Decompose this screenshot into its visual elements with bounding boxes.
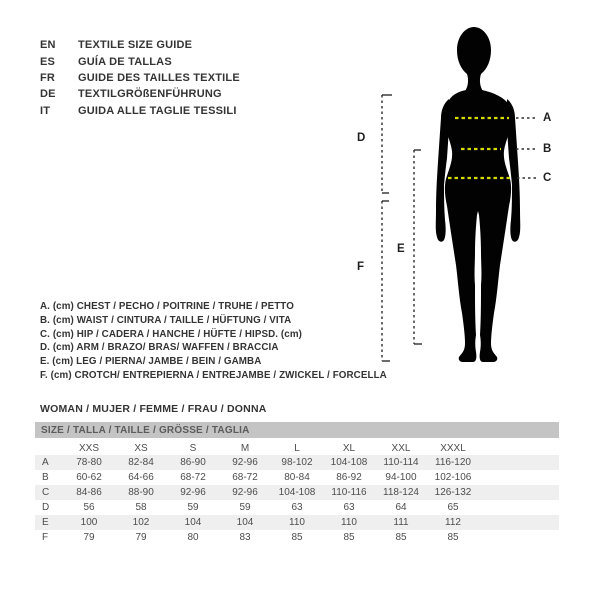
row-label: A <box>42 457 49 468</box>
size-header-filler <box>479 440 559 456</box>
size-cell-filler <box>479 515 559 530</box>
language-code: EN <box>40 39 56 52</box>
size-cell-filler <box>479 455 559 470</box>
size-cell: 85 <box>343 532 355 543</box>
language-code: IT <box>40 104 51 117</box>
size-cell: 82-84 <box>128 457 154 468</box>
size-cell: 116-120 <box>435 457 471 468</box>
language-title: GUIDE DES TAILLES TEXTILE <box>78 71 240 84</box>
measure-label-chest: A <box>543 112 552 124</box>
row-label: B <box>42 472 49 483</box>
size-cell: 79 <box>135 532 147 543</box>
size-cell: 85 <box>395 532 407 543</box>
size-cell-filler <box>479 485 559 500</box>
measure-label-waist: B <box>543 143 552 155</box>
size-cell: 68-72 <box>180 472 206 483</box>
size-cell: 64 <box>395 502 407 513</box>
legend-item: E. (cm) LEG / PIERNA/ JAMBE / BEIN / GAMBA <box>40 356 262 368</box>
legend-item: B. (cm) WAIST / CINTURA / TAILLE / HÜFTUNG / VITA <box>40 315 292 327</box>
language-code: DE <box>40 88 56 101</box>
size-cell: 92-96 <box>232 487 258 498</box>
table-header-title: SIZE / TALLA / TAILLE / GRÖSSE / TAGLIA <box>35 422 559 440</box>
size-cell-filler <box>479 500 559 515</box>
size-cell: 60-62 <box>76 472 102 483</box>
size-cell: 80 <box>187 532 199 543</box>
size-cell: 56 <box>83 502 95 513</box>
size-cell: 104-108 <box>278 487 316 498</box>
measurement-legend <box>40 300 387 382</box>
legend-item: D. (cm) ARM / BRAZO/ BRAS/ WAFFEN / BRACCIA <box>40 342 279 354</box>
language-code: ES <box>40 55 56 68</box>
row-label: C <box>42 487 50 498</box>
size-header-cell: XXL <box>391 442 411 454</box>
size-cell: 104-108 <box>330 457 368 468</box>
silhouette-right-arm <box>507 99 520 242</box>
row-label: F <box>42 532 49 543</box>
size-cell: 83 <box>239 532 251 543</box>
size-cell: 92-96 <box>232 457 258 468</box>
size-cell: 68-72 <box>232 472 258 483</box>
legend-item: F. (cm) CROTCH/ ENTREPIERNA / ENTREJAMBE / ZWICKEL / FORCELLA <box>40 369 387 381</box>
size-cell: 86-90 <box>180 457 206 468</box>
size-cell: 110 <box>341 517 357 528</box>
table-row-crotch <box>35 530 559 545</box>
size-cell: 64-66 <box>128 472 154 483</box>
size-header-cell: XS <box>134 442 148 454</box>
size-cell: 92-96 <box>180 487 206 498</box>
size-cell: 58 <box>135 502 147 513</box>
silhouette-head <box>457 27 491 93</box>
size-cell-filler <box>479 530 559 545</box>
size-cell: 104 <box>236 517 254 528</box>
size-cell: 59 <box>187 502 199 513</box>
table-row-waist <box>35 470 559 485</box>
size-cell: 86-92 <box>336 472 362 483</box>
language-title: GUÍA DE TALLAS <box>78 55 172 68</box>
size-cell: 98-102 <box>281 457 313 468</box>
size-cell-filler <box>479 470 559 485</box>
size-cell: 110 <box>289 517 305 528</box>
size-cell: 63 <box>291 502 303 513</box>
size-cell: 85 <box>447 532 459 543</box>
size-cell: 110-114 <box>383 457 419 468</box>
size-header-cell: XXS <box>78 442 99 454</box>
table-row-chest <box>35 455 559 470</box>
size-cell: 102-106 <box>434 472 472 483</box>
size-cell: 110-116 <box>331 487 367 498</box>
size-cell: 102 <box>132 517 150 528</box>
measure-label-leg: E <box>397 243 405 255</box>
measure-label-crotch: F <box>357 261 365 273</box>
size-table <box>35 422 559 545</box>
table-row-arm <box>35 500 559 515</box>
size-header-cell: XXXL <box>440 442 466 454</box>
size-cell: 84-86 <box>76 487 102 498</box>
size-cell: 63 <box>343 502 355 513</box>
size-cell: 104 <box>184 517 202 528</box>
size-cell: 111 <box>393 517 409 528</box>
size-cell: 100 <box>80 517 98 528</box>
row-label: D <box>42 502 50 513</box>
section-title: WOMAN / MUJER / FEMME / FRAU / DONNA <box>40 403 267 415</box>
size-header-row <box>35 440 559 456</box>
size-cell: 59 <box>239 502 251 513</box>
size-cell: 94-100 <box>385 472 417 483</box>
language-code: FR <box>40 71 56 84</box>
size-cell: 78-80 <box>76 457 102 468</box>
table-row-hip <box>35 485 559 500</box>
size-header-spacer <box>35 440 63 456</box>
size-header-cell: S <box>189 442 197 454</box>
measure-label-arm: D <box>357 132 366 144</box>
table-row-leg <box>35 515 559 530</box>
language-title: TEXTILGRÖßENFÜHRUNG <box>78 88 222 101</box>
size-header-cell: L <box>294 442 300 454</box>
size-cell: 80-84 <box>284 472 310 483</box>
legend-item: A. (cm) CHEST / PECHO / POITRINE / TRUHE / PETTO <box>40 301 294 313</box>
language-title: GUIDA ALLE TAGLIE TESSILI <box>78 104 237 117</box>
size-cell: 65 <box>447 502 459 513</box>
size-cell: 88-90 <box>128 487 154 498</box>
size-cell: 126-132 <box>434 487 472 498</box>
measure-label-hip: C <box>543 172 552 184</box>
size-cell: 112 <box>445 517 461 528</box>
language-title: TEXTILE SIZE GUIDE <box>78 39 193 52</box>
size-header-cell: XL <box>342 442 356 454</box>
row-label: E <box>42 517 49 528</box>
silhouette-body <box>443 90 512 362</box>
size-header-cell: M <box>240 442 250 454</box>
size-cell: 85 <box>291 532 303 543</box>
table-header-bar <box>35 422 559 440</box>
size-cell: 79 <box>83 532 95 543</box>
silhouette-left-arm <box>436 99 449 242</box>
size-cell: 118-124 <box>383 487 419 498</box>
legend-item: C. (cm) HIP / CADERA / HANCHE / HÜFTE / HIPSD. (cm) <box>40 328 303 340</box>
